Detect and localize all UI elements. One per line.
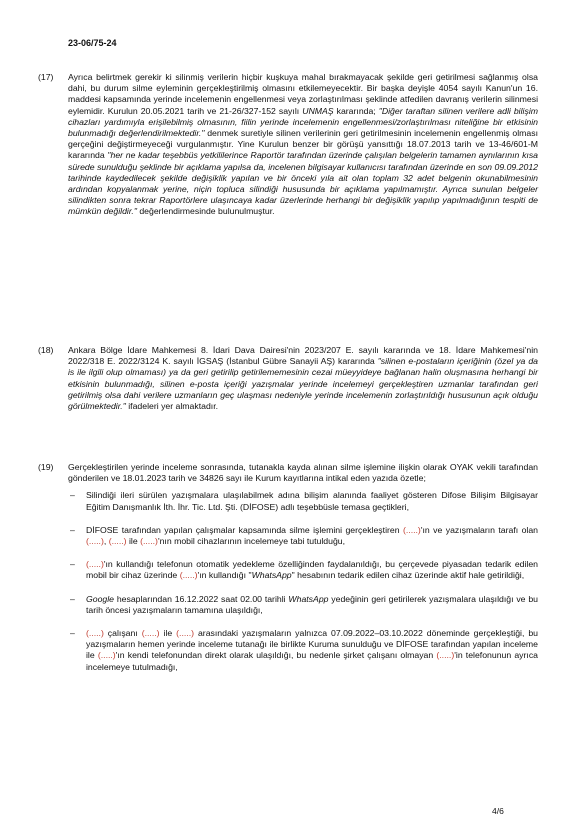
list-item [68, 594, 538, 616]
paragraph-number: (19) [38, 462, 54, 472]
paragraph-number: (18) [38, 345, 54, 355]
redaction-mask: (.....) [86, 536, 104, 547]
redaction-mask: (.....) [176, 628, 195, 639]
text-run: çalışanı [103, 628, 142, 639]
redaction-mask: (.....) [86, 628, 104, 639]
document-number: 23-06/75-24 [68, 38, 117, 48]
text-run: yedeğinin geri getirilerek yazışmalara ulaşıldığı ve bu tarih öncesi yazışmaların tamamına ulaşıldığı, [86, 593, 538, 615]
redaction-mask: (.....) [97, 650, 116, 661]
text-run: " hesabının tedarik edilen cihaz üzerinde aktif hale getirildiği, [291, 570, 525, 581]
text-run: , [103, 536, 109, 547]
dash-marker: – [70, 524, 75, 535]
paragraph-19 [38, 462, 538, 685]
text-run: 'nın mobil cihazlarının incelemeye tabi tutulduğu, [157, 536, 346, 547]
text-run: ifadeleri yer almaktadır. [125, 401, 219, 412]
list-item [68, 559, 538, 581]
redaction-mask: (.....) [402, 524, 421, 535]
text-run: 'ın ve yazışmaların tarafı olan [420, 524, 538, 535]
paragraph-intro: Gerçekleştirilen yerinde inceleme sonrasında, tutanakla kayda alınan silme işlemine ilişkin olarak OYAK vekili tarafından gönderilen ve 18.01.2023 tarih ve 34826 sayı ile Kurum kayıtlarına intikal eden yazıda özetle; [68, 462, 538, 484]
redaction-mask: (.....) [108, 536, 127, 547]
text-run: değerlendirmesinde bulunulmuştur. [136, 206, 275, 217]
italic-quote: "silinen e-postaların içeriğinin (özel ya da is ile ilgili olup olmaması) ya da geri getirilip getirilememesinin cezai müeyyideye bağlanan halin oluşmasına herhangi bir etkisinin bulunmadığı, silinen e-posta içeriği yazışmalar yerinde incelemeyi gerçekleştiren uzmanlar tarafından geri getirilmiş olsa dahi verilere uzmanların geç ulaşması nedeniyle yerinde incelemenin zorlaştırıldığı hususunun açık olduğu görülmektedir." [68, 356, 538, 412]
text-run: hesaplarından 16.12.2022 saat 02.00 tarihli [114, 593, 289, 604]
text-run: Silindiği ileri sürülen yazışmalara ulaşılabilmek adına bilişim alanında faaliyet gösteren Difose Bilişim Bilgisayar Eğitim Danışmanlık İth. İhr. Tic. Ltd. Şti. (DİFOSE) adlı teşebbüsle temasa geçtikleri, [86, 490, 538, 512]
italic-run: WhatsApp [251, 570, 292, 581]
text-run: arasındaki yazışmaların yalnızca 07.09.2022–03.10.2022 döneminde gerçekleştiği, bu yazışmaların hemen yerinde inceleme tutanağı ile birlikte Kuruma sunulduğu ve DİFOSE tarafından yapılan inceleme ile [86, 628, 538, 661]
text-run: DİFOSE tarafından yapılan çalışmalar kapsamında silme işlemini gerçekleştiren [86, 524, 403, 535]
redaction-mask: (.....) [140, 536, 158, 547]
italic-quote: "her ne kadar teşebbüs yetkililerince Raportör tarafından üzerinde çalışılan belgelerin tamamen aynılarının kısa sürede sunulduğu şeklinde bir açıklama yapılsa da, incelenen bilgisayar kullanıcısı tarafından üzerinde en son 09.09.2012 tarihinde kaydedilecek şekilde değişiklik yapılan ve bir önceki yıla ait olan toplam 32 adet belgenin okunabilmesinin ardından kopyalanmak yerine, niçin topluca silindiği hususunda bir açıklama yapılmamıştır. Ayrıca sunulan belgeler silindikten sonra tekrar Raportörlere ulaşıncaya kadar üzerlerinde herhangi bir değişiklik yapılıp yapılmadığının tespiti de mümkün değildir." [68, 150, 539, 217]
text-run: ile [159, 628, 177, 639]
italic-run: WhatsApp [288, 593, 329, 604]
redaction-mask: (.....) [179, 570, 198, 581]
redaction-mask: (.....) [436, 650, 455, 661]
redaction-mask: (.....) [141, 628, 160, 639]
text-run: ile [126, 536, 141, 547]
text-run: kararında; [333, 105, 379, 116]
text-run: 'ın kendi telefonundan direkt olarak ulaşıldığı, bu nedenle şirket çalışanı olmayan [115, 650, 437, 661]
text-run: denmek suretiyle silinen verilerinin geri getirilmesinin incelemenin engellenmiş olması gerçeğini değiştirmeyeceği vurgulanmıştır. Yine Kurulun benzer bir görüşü yansıttığı 18.07.2013 tarih ve 13-46/601-M kararında [68, 128, 539, 161]
dash-marker: – [70, 628, 75, 639]
text-run: Ankara Bölge İdare Mahkemesi 8. İdari Dava Dairesi'nin 2023/207 E. sayılı kararında ve 18. İdare Mahkemesi'nin 2022/318 E. 2022/3124 K. sayılı İGSAŞ (İstanbul Gübre Sanayii AŞ) kararında [68, 345, 538, 367]
dash-marker: – [70, 593, 75, 604]
page-number: 4/6 [492, 806, 504, 816]
list-item [68, 628, 538, 673]
italic-run: Google [86, 593, 115, 604]
redaction-mask: (.....) [86, 559, 104, 570]
italic-quote: "Diğer taraftan silinen verilere adli bilişim cihazları yardımıyla erişilebilmiş olmasının, fiilin yerinde incelemenin engellenmesi/zorlaştırılması niteliğine bir etkisinin bulunmadığı değerlendirilmektedir." [68, 105, 538, 139]
dash-marker: – [70, 559, 75, 570]
paragraph-18 [38, 345, 538, 412]
list-item [68, 490, 538, 512]
text-run: 'ın kullandığı " [197, 570, 252, 581]
paragraph-17 [38, 72, 538, 218]
paragraph-text [68, 345, 538, 412]
text-run: 'in telefonunun ayrıca incelemeye tutulmadığı, [86, 650, 539, 672]
dash-marker: – [70, 490, 75, 501]
paragraph-text [68, 72, 538, 218]
list-item [68, 525, 538, 547]
text-run: 'ın kullandığı telefonun otomatik yedekleme özelliğinden faydalanıldığı, bu çerçevede piyasadan tedarik edilen mobil bir cihaz üzerinde [86, 559, 538, 581]
text-run: Ayrıca belirtmek gerekir ki silinmiş verilerin hiçbir kuşkuya mahal bırakmayacak şekilde geri getirilmesi sağlanmış olsa dahi, bu durum silme eyleminin gerçekleştirilmiş olmasını etkilemeyecektir. Bir başka deyişle 4054 sayılı Kanun'un 16. maddesi kapsamında yerinde incelemenin engellenmesi veya zorlaştırılması şeklinde atfedilen davranış verilerin silinmesi eylemidir. Kurulun 20.05.2021 tarih ve 21-26/327-152 sayılı [68, 72, 538, 116]
italic-run: UNMAŞ [302, 105, 334, 116]
paragraph-number: (17) [38, 72, 54, 82]
bullet-list [68, 490, 538, 672]
